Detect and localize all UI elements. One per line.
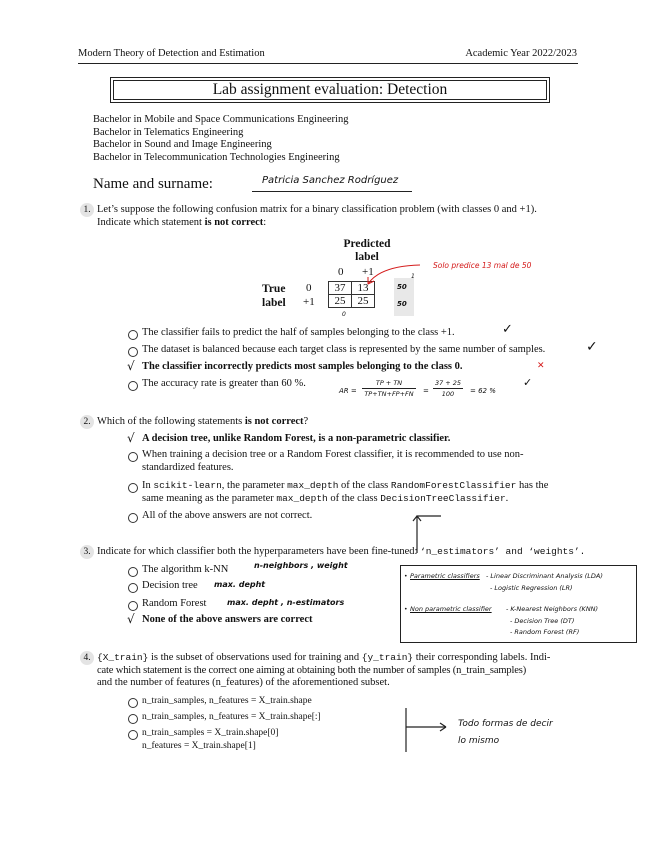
q1-option-4[interactable]: The accuracy rate is greater than 60 %. xyxy=(142,378,306,389)
q1-line2: Indicate which statement is not correct: xyxy=(97,216,267,228)
degree-item: Bachelor in Sound and Image Engineering xyxy=(93,139,272,150)
check-icon: ✓ xyxy=(523,376,533,389)
q3-option-1-radio[interactable] xyxy=(128,567,138,577)
col-header-0: 0 xyxy=(338,266,344,278)
check-icon: ✓ xyxy=(586,339,598,355)
q2-option-4[interactable]: All of the above answers are not correct. xyxy=(142,510,313,521)
q3-text: Indicate for which classifier both the hyperparameters have been fine-tuned: ‘n_estimators’ and ‘weights’. xyxy=(97,546,586,557)
formula-eq: = xyxy=(423,387,429,395)
q4-text: {X_train} is the subset of observations used for training and {y_train} their corresponding labels. Indi- cate which statement is the correct one aiming at obtaining both the number of samples (n_train_samples) and the number of features (n_features) of the aforementioned subset. xyxy=(97,652,551,688)
marker-1: 1 xyxy=(411,273,415,280)
q4-option-1-radio[interactable] xyxy=(128,698,138,708)
param-bullet: • xyxy=(404,573,408,580)
q1-line1: Let’s suppose the following confusion matrix for a binary classification problem (with classes 0 and +1). xyxy=(97,204,537,215)
row-header-1: +1 xyxy=(303,296,315,308)
q1-option-1-radio[interactable] xyxy=(128,330,138,340)
selected-check-icon: √ xyxy=(127,359,135,373)
param-item: - Logistic Regression (LR) xyxy=(490,584,573,592)
matrix-cell: 25 xyxy=(329,295,352,308)
q1-option-2-radio[interactable] xyxy=(128,347,138,357)
degree-item: Bachelor in Telematics Engineering xyxy=(93,126,244,138)
q3-note-2: max. depht xyxy=(214,580,266,589)
formula-fraction-2: 37 + 25 100 xyxy=(434,379,462,398)
q2-option-2-radio[interactable] xyxy=(128,452,138,462)
formula-lhs: AR = xyxy=(339,387,357,395)
true-label: True label xyxy=(262,283,286,309)
q2-option-4-radio[interactable] xyxy=(128,513,138,523)
q3-note-3: max. depht , n-estimators xyxy=(227,598,345,607)
annotation-arrow xyxy=(400,705,452,755)
row-header-0: 0 xyxy=(306,282,312,294)
header-rule xyxy=(78,63,578,64)
matrix-cell: 13 xyxy=(352,282,375,295)
q2-option-1[interactable]: A decision tree, unlike Random Forest, is a non-parametric classifier. xyxy=(142,433,451,444)
page-title: Lab assignment evaluation: Detection xyxy=(113,80,547,100)
check-icon: ✓ xyxy=(502,322,513,337)
nonparam-item: - Decision Tree (DT) xyxy=(510,617,575,625)
q1-option-2[interactable]: The dataset is balanced because each target class is represented by the same number of samples. xyxy=(142,344,546,355)
nonparam-item: - Random Forest (RF) xyxy=(510,628,580,636)
q3-option-1[interactable]: The algorithm k-NN xyxy=(142,564,229,575)
nonparam-bullet: • xyxy=(404,606,408,613)
cross-icon: ✕ xyxy=(537,361,545,371)
nonparam-title: Non parametric classifier xyxy=(410,605,492,613)
q3-option-2[interactable]: Decision tree xyxy=(142,580,198,591)
q1-text xyxy=(97,204,587,229)
annotation-arrow xyxy=(360,258,435,288)
matrix-cell: 25 xyxy=(352,295,375,308)
marker-0: 0 xyxy=(342,311,346,318)
course-title: Modern Theory of Detection and Estimation xyxy=(78,48,265,59)
row-sum-1: 50 xyxy=(397,300,407,308)
q4-option-3[interactable]: n_train_samples = X_train.shape[0] n_features = X_train.shape[1] xyxy=(142,728,279,751)
question-number: 3. xyxy=(80,545,94,559)
classifier-notes-box xyxy=(400,565,637,643)
selected-check-icon: √ xyxy=(127,431,135,445)
q4-option-1[interactable]: n_train_samples, n_features = X_train.shape xyxy=(142,696,312,706)
q4-note: Todo formas de decir lo mismo xyxy=(458,719,553,746)
row-sum-0: 50 xyxy=(397,283,407,291)
q2-option-2[interactable]: When training a decision tree or a Random Forest classifier, it is recommended to use non- standardized features. xyxy=(142,449,524,473)
degree-list xyxy=(93,114,348,164)
name-underline xyxy=(252,191,412,192)
nonparam-item: - K-Nearest Neighbors (KNN) xyxy=(506,605,599,613)
q4-option-3-radio[interactable] xyxy=(128,730,138,740)
degree-item: Bachelor in Mobile and Space Communications Engineering xyxy=(93,114,349,125)
question-number: 4. xyxy=(80,651,94,665)
q4-option-2[interactable]: n_train_samples, n_features = X_train.shape[:] xyxy=(142,712,321,722)
q3-option-4[interactable]: None of the above answers are correct xyxy=(142,614,313,625)
name-value[interactable]: Patricia Sanchez Rodríguez xyxy=(262,175,399,186)
q1-option-4-radio[interactable] xyxy=(128,381,138,391)
question-number: 1. xyxy=(80,203,94,217)
q3-note-1: n-neighbors , weight xyxy=(254,561,348,570)
q1-option-1[interactable]: The classifier fails to predict the half of samples belonging to the class +1. xyxy=(142,327,455,338)
degree-item: Bachelor in Telecommunication Technologies Engineering xyxy=(93,151,340,163)
name-label: Name and surname: xyxy=(93,176,213,192)
q3-option-3-radio[interactable] xyxy=(128,601,138,611)
q2-text: Which of the following statements is not correct? xyxy=(97,416,309,427)
q3-option-3[interactable]: Random Forest xyxy=(142,598,207,609)
q1-option-3[interactable]: The classifier incorrectly predicts most samples belonging to the class 0. xyxy=(142,361,463,372)
param-title: Parametric classifiers xyxy=(410,572,480,580)
question-number: 2. xyxy=(80,415,94,429)
formula-fraction: TP + TN TP+TN+FP+FN xyxy=(362,378,416,399)
annotation-note: Solo predice 13 mal de 50 xyxy=(433,261,532,270)
formula-result: = 62 % xyxy=(470,387,496,395)
param-item: - Linear Discriminant Analysis (LDA) xyxy=(486,572,603,580)
predicted-label: Predicted label xyxy=(343,238,391,263)
matrix-cell: 37 xyxy=(329,282,352,295)
q3-option-2-radio[interactable] xyxy=(128,583,138,593)
q2-option-3-radio[interactable] xyxy=(128,483,138,493)
q2-option-3[interactable]: In scikit-learn, the parameter max_depth of the class RandomForestClassifier has the same meaning as the parameter max_depth of the class DecisionTreeClassifier. xyxy=(142,480,549,504)
selected-check-icon: √ xyxy=(127,612,135,626)
academic-year: Academic Year 2022/2023 xyxy=(465,48,577,59)
q4-option-2-radio[interactable] xyxy=(128,714,138,724)
col-header-1: +1 xyxy=(362,266,374,278)
title-box xyxy=(110,77,550,103)
